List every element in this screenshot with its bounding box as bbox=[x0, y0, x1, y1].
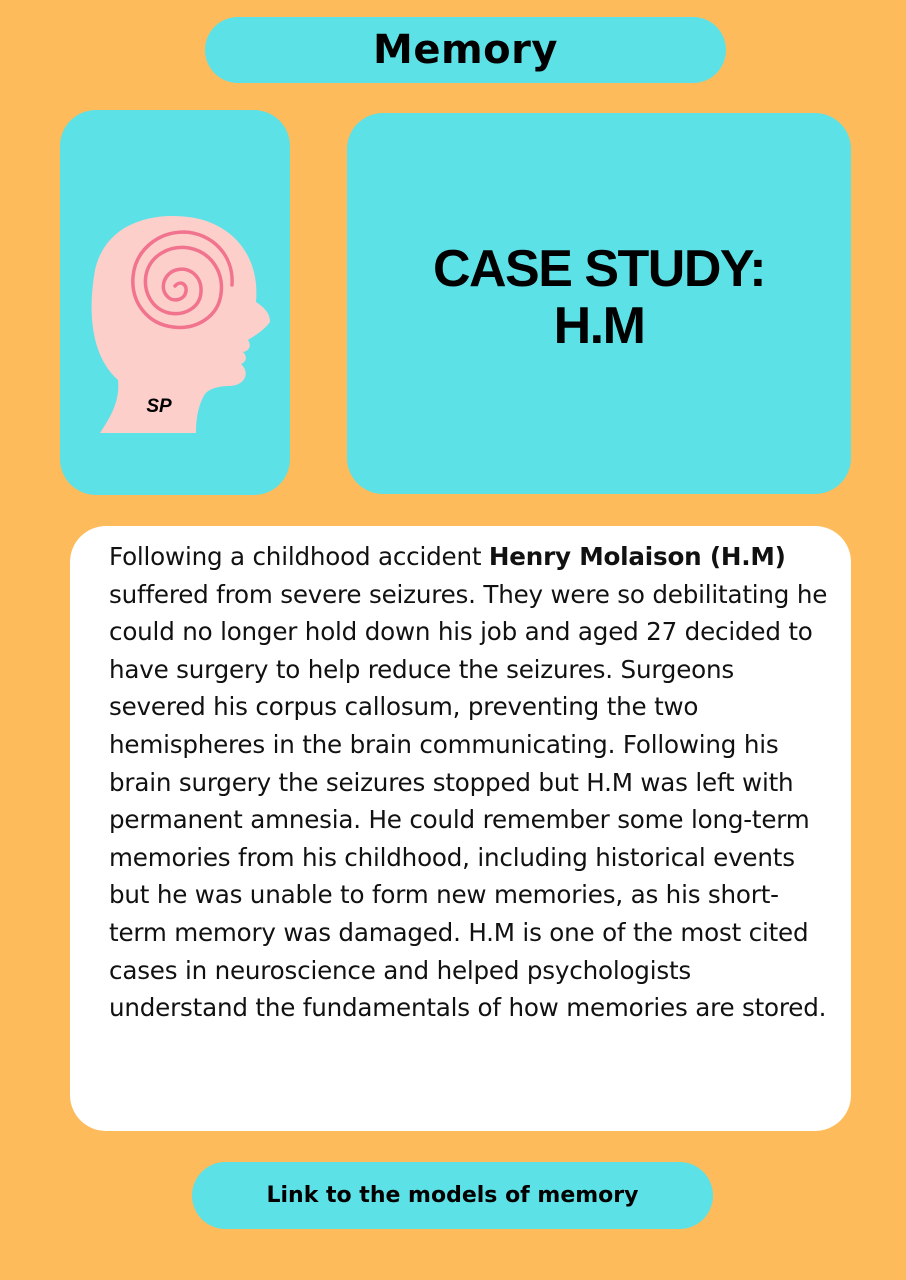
icon-card bbox=[60, 110, 290, 495]
head-spiral-icon bbox=[60, 110, 290, 495]
description-card bbox=[70, 526, 851, 1131]
models-of-memory-link[interactable] bbox=[192, 1162, 713, 1229]
title-banner bbox=[205, 17, 726, 83]
logo-text: SP bbox=[146, 396, 172, 417]
subject-name: Henry Molaison (H.M) bbox=[488, 542, 786, 571]
link-label[interactable]: Link to the models of memory bbox=[266, 1183, 639, 1208]
case-study-heading bbox=[433, 241, 765, 355]
description-paragraph bbox=[109, 538, 829, 1027]
case-study-line2: H.M bbox=[553, 296, 645, 355]
page-title: Memory bbox=[373, 27, 558, 73]
description-text: suffered from severe seizures. They were so debilitating he could no longer hold down his job and aged 27 decided to have surgery to help reduce the seizures. Surgeons severed his corpus callosum, preventing the two hemispheres in the brain communicating. Following his brain surgery the seizures stopped but H.M was left with permanent amnesia. He could remember some long-term memories from his childhood, including historical events but he was unable to form new memories, as his short-term memory was damaged. H.M is one of the most cited cases in neuroscience and helped psychologists understand the fundamentals of how memories are stored. bbox=[109, 579, 828, 1023]
case-study-card bbox=[347, 113, 851, 494]
case-study-line1: CASE STUDY: bbox=[432, 239, 766, 298]
description-intro: Following a childhood accident bbox=[109, 542, 489, 571]
